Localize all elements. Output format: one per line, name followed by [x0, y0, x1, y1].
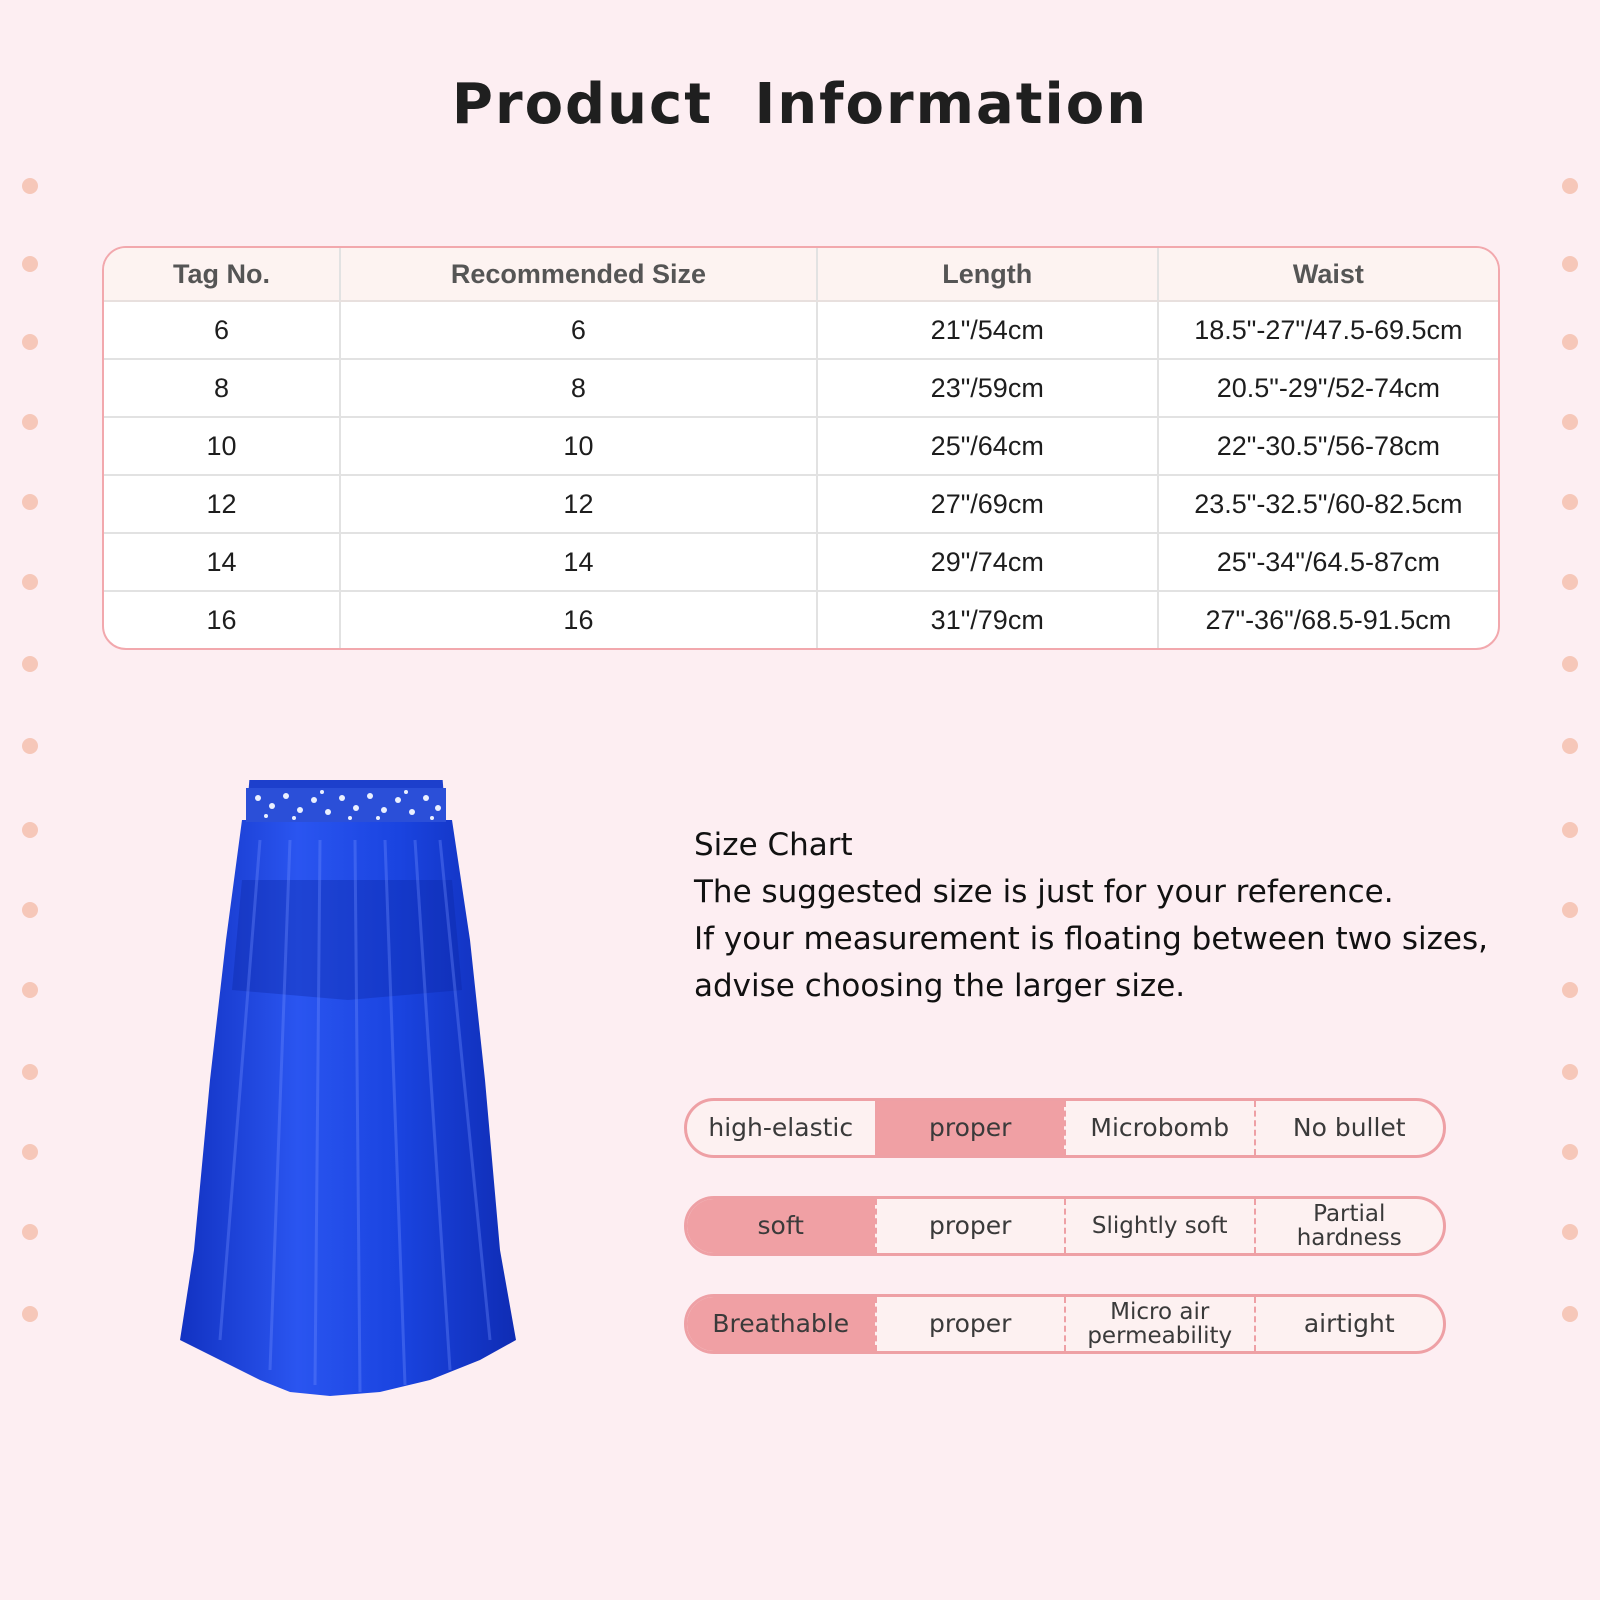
size-chart-line: The suggested size is just for your reference. [694, 874, 1394, 910]
softness-option-partial-hardness: Partial hardness [1254, 1199, 1444, 1253]
cell-waist: 23.5"-32.5"/60-82.5cm [1157, 476, 1498, 534]
cell-tag-no: 8 [104, 360, 339, 418]
table-row [104, 360, 1498, 418]
cell-tag-no: 10 [104, 418, 339, 476]
table-row [104, 302, 1498, 360]
table-row [104, 418, 1498, 476]
header-waist: Waist [1157, 248, 1498, 302]
skirt-image [180, 780, 530, 1420]
cell-length: 25"/64cm [816, 418, 1157, 476]
cell-recommended-size: 14 [339, 534, 816, 592]
size-chart-line: advise choosing the larger size. [694, 968, 1186, 1004]
cell-waist: 27"-36"/68.5-91.5cm [1157, 592, 1498, 648]
size-table [102, 246, 1500, 650]
cell-waist: 20.5"-29"/52-74cm [1157, 360, 1498, 418]
softness-option-proper: proper [875, 1199, 1065, 1253]
cell-recommended-size: 10 [339, 418, 816, 476]
cell-recommended-size: 8 [339, 360, 816, 418]
cell-tag-no: 16 [206, 604, 237, 635]
cell-waist: 18.5"-27"/47.5-69.5cm [1157, 302, 1498, 360]
elasticity-scale [684, 1098, 1446, 1158]
cell-tag-no: 12 [104, 476, 339, 534]
elasticity-option-microbomb: Microbomb [1064, 1101, 1254, 1155]
size-chart-notes [694, 822, 1494, 1010]
breathability-option-micro-air-permeability: Micro air permeability [1064, 1297, 1254, 1351]
table-row [104, 592, 1498, 648]
size-chart-heading: Size Chart [694, 827, 853, 863]
cell-tag-no: 14 [104, 534, 339, 592]
cell-length: 31"/79cm [816, 592, 1157, 648]
table-row [104, 534, 1498, 592]
elasticity-option-no-bullet: No bullet [1254, 1101, 1444, 1155]
table-header-row [104, 248, 1498, 302]
cell-length: 27"/69cm [816, 476, 1157, 534]
header-length: Length [816, 248, 1157, 302]
header-recommended-size: Recommended Size [339, 248, 816, 302]
cell-length: 21"/54cm [816, 302, 1157, 360]
size-chart-line: If your measurement is floating between two sizes, [694, 921, 1488, 957]
breathability-scale [684, 1294, 1446, 1354]
cell-waist: 22"-30.5"/56-78cm [1157, 418, 1498, 476]
cell-tag-no: 6 [104, 302, 339, 360]
right-dot-decoration [1560, 0, 1580, 1600]
cell-recommended-size: 16 [339, 592, 816, 648]
left-dot-decoration [20, 0, 40, 1600]
header-tag-no: Tag No. [104, 248, 339, 302]
cell-recommended-size: 6 [339, 302, 816, 360]
page-title: Product Information [451, 72, 1149, 137]
softness-option-soft: soft [687, 1199, 875, 1253]
breathability-option-breathable: Breathable [687, 1297, 875, 1351]
elasticity-option-proper: proper [875, 1101, 1065, 1155]
softness-option-slightly-soft: Slightly soft [1064, 1199, 1254, 1253]
cell-length: 23"/59cm [816, 360, 1157, 418]
table-row [104, 476, 1498, 534]
cell-recommended-size: 12 [339, 476, 816, 534]
softness-scale [684, 1196, 1446, 1256]
cell-waist: 25"-34"/64.5-87cm [1157, 534, 1498, 592]
breathability-option-proper: proper [875, 1297, 1065, 1351]
elasticity-option-high-elastic: high-elastic [708, 1113, 854, 1142]
breathability-option-airtight: airtight [1254, 1297, 1444, 1351]
cell-length: 29"/74cm [816, 534, 1157, 592]
